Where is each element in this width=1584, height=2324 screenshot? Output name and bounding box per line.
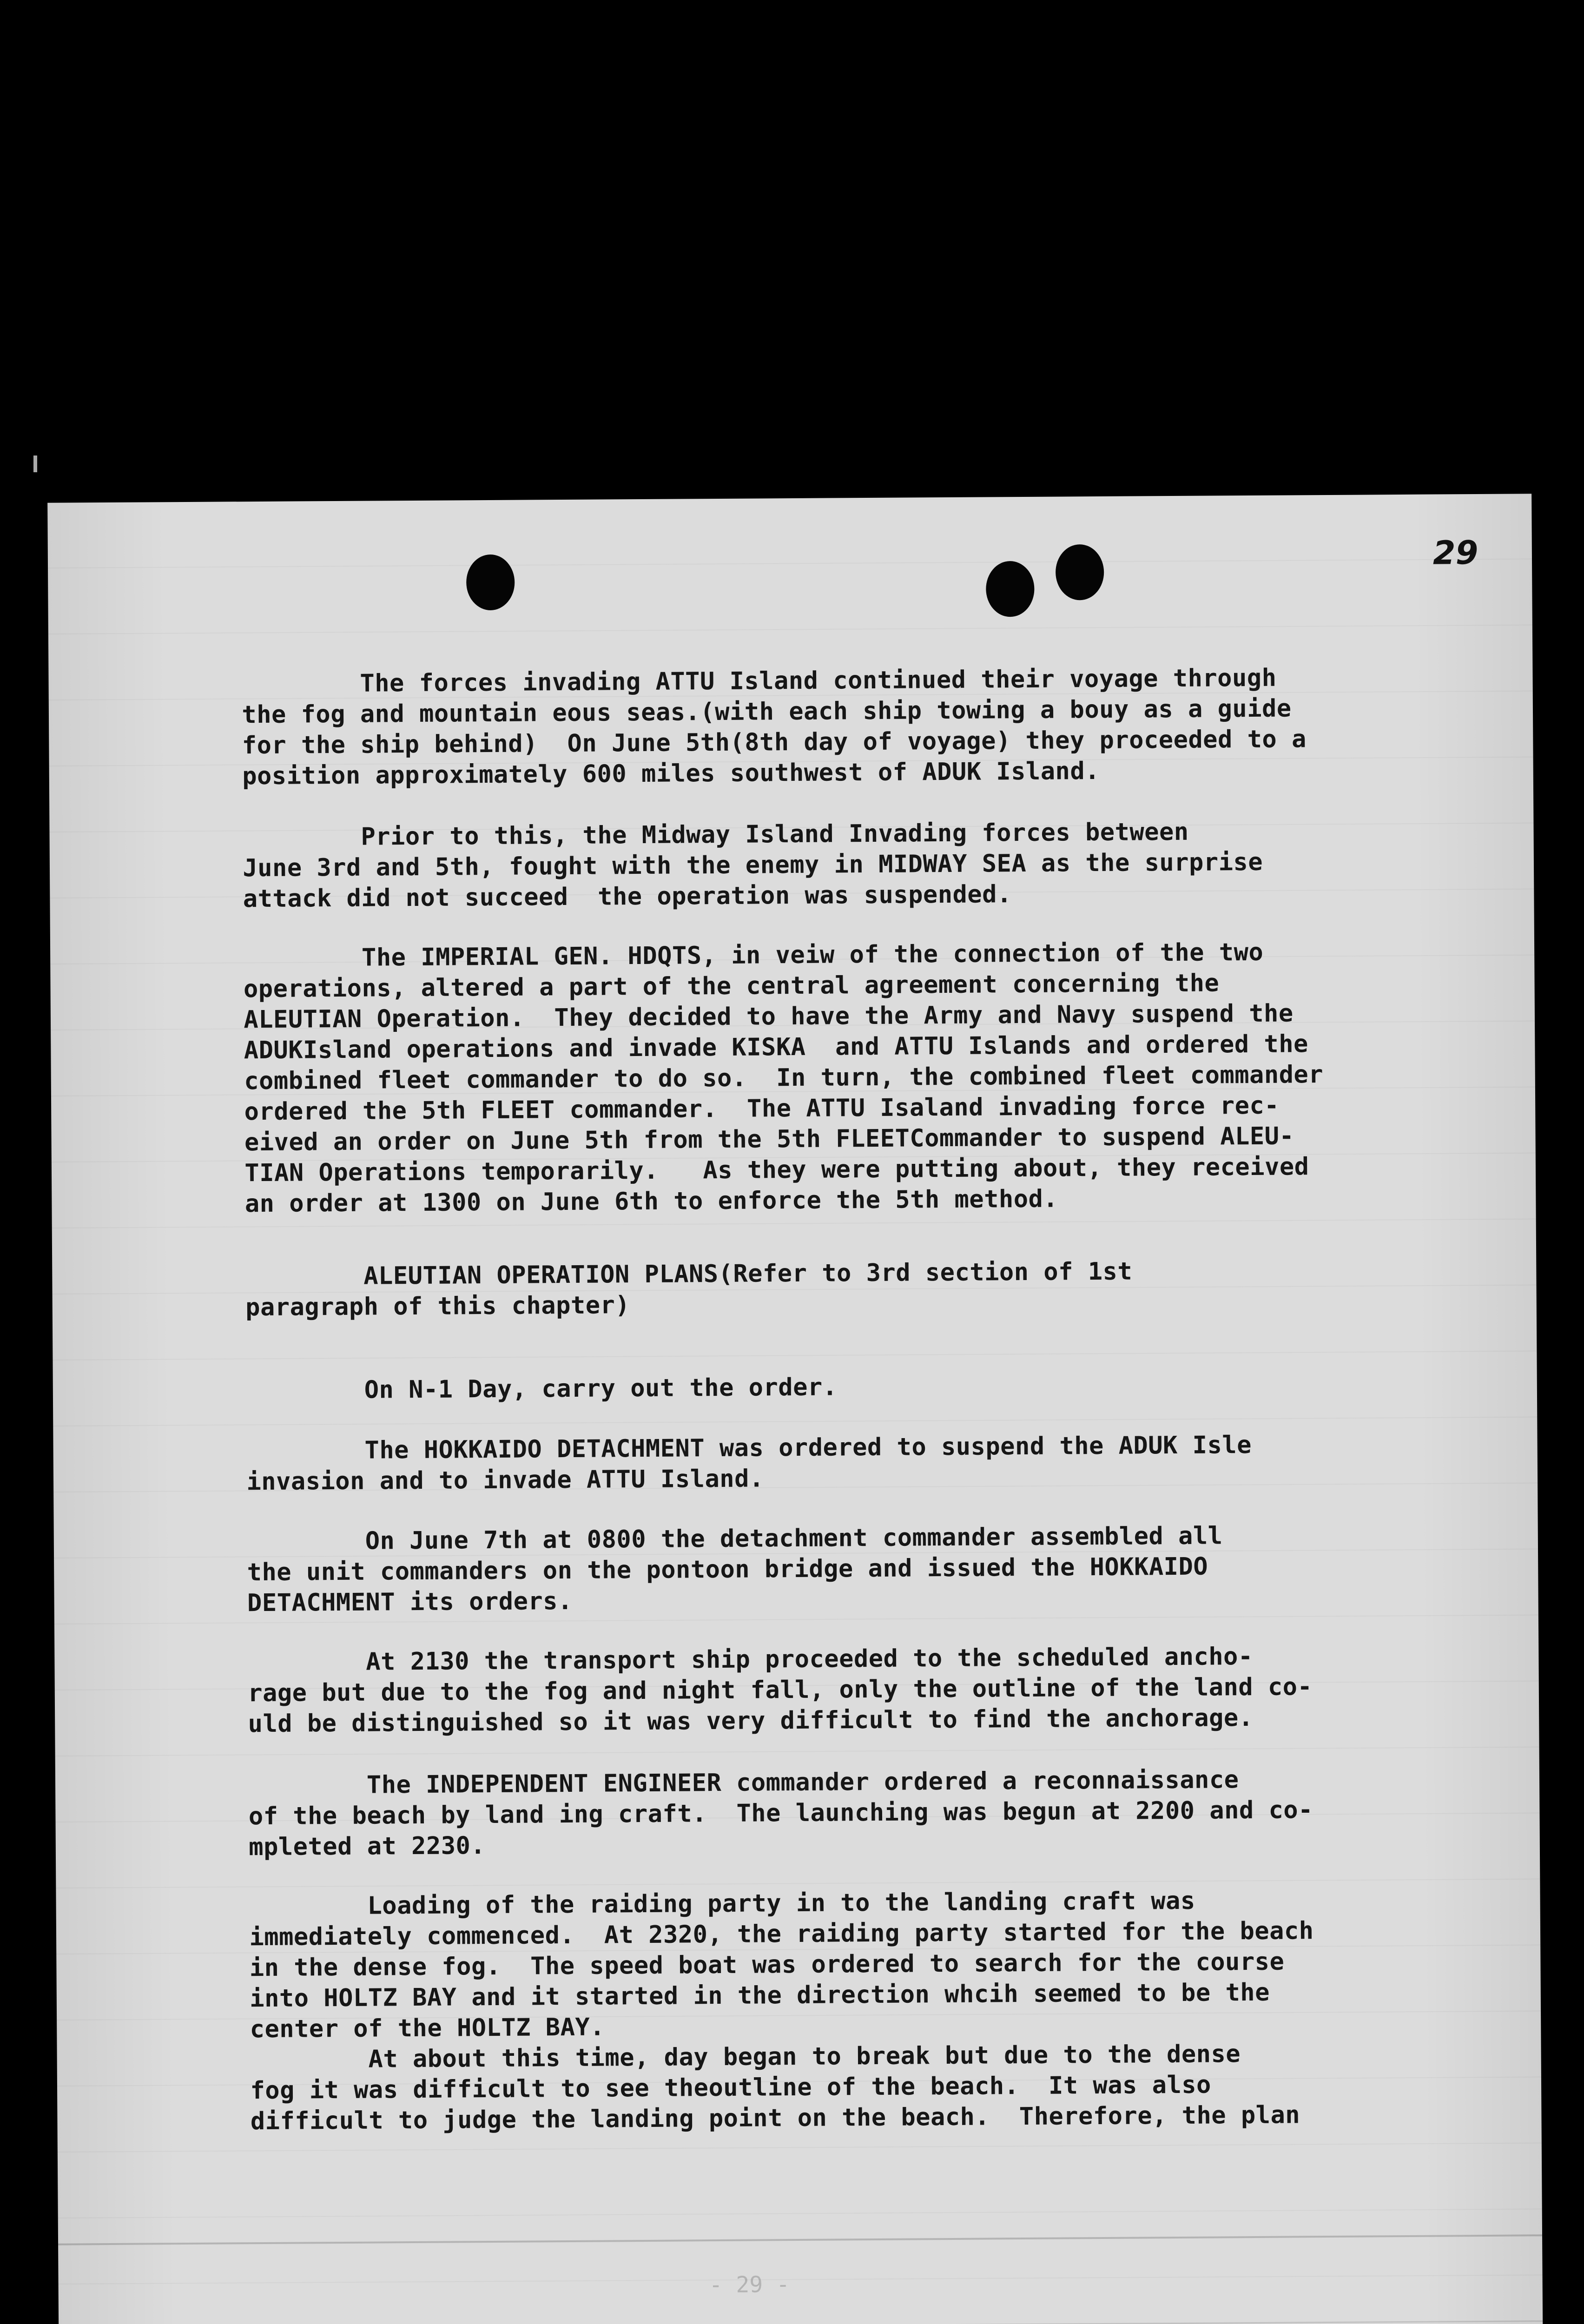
paragraph-n1-day: On N-1 Day, carry out the order. — [201, 1373, 838, 1405]
paper-fold-line-lower — [59, 2320, 1543, 2324]
paragraph-anchorage: At 2130 the transport ship proceeded to the scheduled ancho- rage but due to the fog and night fall, only the outline of the land co- uld be distinguished so it was very difficult to find the anchorage. — [203, 1642, 1313, 1738]
paragraph-raiding-party: Loading of the raiding party in to the landing craft was immediately commenced. At 2320, the raiding party started for the beach in the dense fog. The speed boat was ordered to search for the course into HOLTZ BAY and it started in the direction whcih seemed to be the center of the HOLTZ BAY. — [205, 1887, 1314, 2044]
paper-fold-line — [58, 2234, 1542, 2245]
punch-hole-left — [466, 555, 515, 611]
paragraph-attu-voyage: The forces invading ATTU Island continued their voyage through the fog and mountain eous seas.(with each ship towing a bouy as a guide for the ship behind) On June 5th(8th day of voyage) they proceeded to a position approximately 600 miles southwest of ADUK Island. — [197, 664, 1307, 791]
document-page — [47, 494, 1544, 2324]
paragraph-hokkaido-detachment: The HOKKAIDO DETACHMENT was ordered to suspend the ADUK Isle invasion and to invade ATTU Island. — [202, 1431, 1252, 1496]
footer-page-number: - 29 - — [709, 2271, 790, 2298]
page-number: 29 — [1432, 533, 1478, 572]
paragraph-operation-plans: ALEUTIAN OPERATION PLANS(Refer to 3rd section of 1st paragraph of this chapter) — [201, 1257, 1133, 1322]
paragraph-midway: Prior to this, the Midway Island Invading forces between June 3rd and 5th, fought with the enemy in MIDWAY SEA as the surprise attack did not succeed the operation was suspended. — [198, 818, 1263, 913]
punch-hole-center — [986, 561, 1035, 617]
paragraph-june-7th: On June 7th at 0800 the detachment commander assembled all the unit commanders on the pontoon bridge and issued the HOKKAIDO DETACHMENT its orders. — [202, 1522, 1223, 1618]
paragraph-daybreak: At about this time, day began to break but due to the dense fog it was difficult to see theoutline of the beach. It was also difficult to judge the landing point on the beach. Therefore, the plan — [205, 2040, 1300, 2136]
paragraph-imperial-hq: The IMPERIAL GEN. HDQTS, in veiw of the connection of the two operations, altered a part of the central agreement concerning the ALEUTIAN Operation. They decided to have the Army and Navy suspend the ADUKIsland operations and invade KISKA and ATTU Islands and ordered the combined fleet commander to do so. In turn, the combined fleet commander ordered the 5th FLEET commander. The ATTU Isaland invading force rec- eived an order on June 5th from the 5th FLEETCommander to suspend ALEU- TIAN Operations temporarily. As they were putting about, they received an order at 1300 on June 6th to enforce the 5th method. — [199, 938, 1324, 1218]
film-edge-mark — [33, 456, 37, 472]
paragraph-reconnaissance: The INDEPENDENT ENGINEER commander ordered a reconnaissance of the beach by land ing craft. The launching was begun at 2200 and co- mpleted at 2230. — [204, 1766, 1313, 1862]
punch-hole-right — [1056, 544, 1104, 601]
